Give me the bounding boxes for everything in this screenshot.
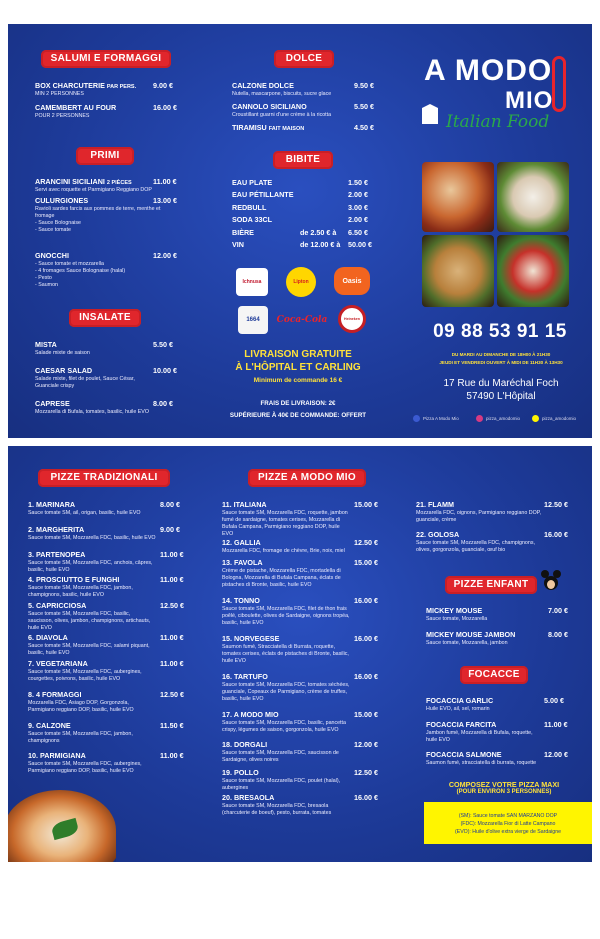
- item-description: Crème de pistache, Mozzarella FDC, mortadella di Bologna, Mozzarella di Bufala Campana, éclats de pistaches di Bronte, basilic, huile EVO: [222, 568, 341, 588]
- amodomio-item-5: [222, 634, 387, 665]
- brand-logo-coca-cola: Coca-Cola: [276, 315, 328, 325]
- bibite-item-3: [232, 203, 382, 212]
- item-price: 8.00 €: [160, 500, 180, 509]
- item-name-text: 9. CALZONE: [28, 721, 71, 730]
- dolce-item-3: [232, 123, 382, 132]
- dolce-item-1: [232, 81, 382, 98]
- logo-flag-icon: [552, 56, 566, 112]
- item-price: 7.00 €: [548, 606, 568, 615]
- item-name-text: MISTA: [35, 340, 57, 349]
- item-price: 10.00 €: [153, 366, 177, 375]
- salumi-item-2: [35, 103, 185, 120]
- item-name-text: 8. 4 FORMAGGI: [28, 690, 82, 699]
- item-description: Mozzarella FDC, fromage de chèvre, Brie, noix, miel: [222, 548, 345, 554]
- delivery-free: SUPÉRIEURE À 40€ DE COMMANDE: OFFERT: [229, 412, 367, 419]
- item-description: Sauce tomate SM, Mozzarella FDC, tomates séchées, guanciale, Copeaux de Parmigiano, crème de truffes, basilic, huile EVO: [222, 682, 350, 702]
- item-price: 11.00 €: [160, 751, 184, 760]
- item-name-text: 11. ITALIANA: [222, 500, 267, 509]
- delivery-title-2: À L'HÔPITAL ET CARLING: [235, 362, 361, 373]
- item-price-range: de 12.00 € à: [300, 240, 341, 249]
- item-price: 50.00 €: [348, 240, 372, 249]
- tradizionali-item-9: [28, 721, 193, 745]
- legend-line-2: (FDC): Mozzarella Fior di Latte Campano: [460, 821, 556, 827]
- item-name-text: 5. CAPRICCIOSA: [28, 601, 87, 610]
- item-description: Mozzarella di Bufala, tomates, basilic, huile EVO: [35, 409, 149, 415]
- bibite-item-6: [232, 240, 382, 249]
- item-price: 16.00 €: [354, 793, 378, 802]
- item-price: 5.00 €: [544, 696, 564, 705]
- item-price: 2.00 €: [348, 215, 368, 225]
- item-price: 12.50 €: [160, 601, 184, 610]
- insalate-item-2: [35, 366, 185, 390]
- item-description: Sauce tomate SM, Mozzarella FDC, basilic, saucisson, olives, jambon, champignons, artichauts, huile EVO: [28, 611, 151, 631]
- item-description: Sauce tomate SM, Mozzarella FDC, salami piquant, basilic, huile EVO: [28, 643, 150, 656]
- item-description: Sauce tomate SM, ail, origan, basilic, huile EVO: [28, 510, 141, 516]
- item-price: 11.00 €: [160, 659, 184, 668]
- item-description: Sauce tomate SM, Mozzarella FDC, champignons, olives, gorgonzola, guanciale, œuf bio: [416, 540, 535, 553]
- address-line2: 57490 L'Hôpital: [466, 391, 536, 402]
- pizza-photo-2: [497, 162, 569, 232]
- item-price: 15.00 €: [354, 710, 378, 719]
- tradizionali-item-5: [28, 601, 193, 632]
- item-price: 12.00 €: [354, 740, 378, 749]
- amodomio-item-8: [222, 740, 387, 764]
- item-name-text: SODA 33CL: [232, 215, 273, 225]
- tradizionali-item-10: [28, 751, 193, 775]
- item-price: 4.50 €: [354, 123, 374, 132]
- item-name-text: MICKEY MOUSE JAMBON: [426, 630, 516, 639]
- item-price: 11.00 €: [544, 720, 568, 729]
- item-description: Sauce tomate SM, Mozzarella FDC, filet de thon frais poêlé, ciboulette, olives de Sardaigne, oignons tropéa, basilic, huile EVO: [222, 606, 350, 626]
- bibite-item-1: [232, 178, 382, 187]
- pizza-photo-4: [497, 235, 569, 307]
- item-description: Huile EVO, ail, sel, romarin: [426, 706, 490, 712]
- item-price: 16.00 €: [544, 530, 568, 539]
- item-name-text: REDBULL: [232, 202, 267, 212]
- item-name-text: CAESAR SALAD: [35, 366, 93, 375]
- focacce-item-1: [426, 696, 586, 713]
- menu-panel-bottom: [8, 446, 592, 862]
- bibite-item-4: [232, 215, 382, 224]
- brand-logo-oasis: Oasis: [334, 267, 370, 295]
- mickey-icon: [541, 570, 561, 592]
- tradizionali-item-2: [28, 525, 193, 542]
- item-description: Jambon fumé, Mozzarella di Bufala, roquette, huile EVO: [426, 730, 533, 743]
- maxi-subtitle: (POUR ENVIRON 3 PERSONNES): [456, 789, 552, 795]
- item-description: - Sauce tomate et mozzarella - 4 fromages Sauce Bolognaise (halal) - Pesto - Saumon: [35, 261, 126, 288]
- amodomio-item-10: [222, 793, 387, 817]
- item-name-text: 22. GOLOSA: [416, 530, 460, 539]
- section-header-dolce: DOLCE: [274, 50, 334, 68]
- item-note: PAR PERS.: [106, 84, 137, 90]
- dolce-item-2: [232, 102, 382, 119]
- item-name-text: CALZONE DOLCE: [232, 81, 294, 90]
- logo-a-modo-mio: [420, 54, 585, 144]
- item-name-text: 20. BRESAOLA: [222, 793, 275, 802]
- item-description: Sauce tomate SM, Mozzarella FDC, basilic, huile EVO: [28, 535, 156, 541]
- item-name-text: ARANCINI SICILIANI: [35, 177, 105, 186]
- instagram-icon: [476, 415, 483, 422]
- item-name-text: 12. GALLIA: [222, 538, 261, 547]
- item-name-text: 7. VEGETARIANA: [28, 659, 88, 668]
- social-snapchat-label: pizza_amodomio: [542, 416, 577, 421]
- item-name-text: 16. TARTUFO: [222, 672, 268, 681]
- brand-logo-heineken: Heineken: [338, 305, 366, 333]
- pizza-photo-1: [422, 162, 494, 232]
- item-description: Croustillant guarni d'une crème à la ricotta: [232, 112, 332, 118]
- bibite-item-5: [232, 228, 382, 237]
- item-name-text: FOCACCIA FARCITA: [426, 720, 497, 729]
- item-price: 12.00 €: [544, 750, 568, 759]
- item-description: Sauce tomate SM, Mozzarella FDC, roquette, jambon fumé de sardaigne, tomates cerises, Mozzarella di Bufala Campana, Parmigiano reggiano DOP, huile EVO: [222, 510, 348, 537]
- insalate-item-3: [35, 399, 185, 416]
- tradizionali-item-3: [28, 550, 193, 574]
- item-description: Sauce tomate SM, Mozzarella FDC, aubergines, Parmigiano reggiano DOP, basilic, huile EVO: [28, 761, 142, 774]
- enfant-item-2: [426, 630, 586, 647]
- item-description: Sauce tomate SM, Mozzarella FDC, jambon, champignons, basilic, huile EVO: [28, 585, 133, 598]
- amodomio-item-9: [222, 768, 387, 792]
- section-header-enfant: PIZZE ENFANT: [445, 576, 537, 594]
- social-facebook-label: Pizza A Modo Mio: [423, 416, 459, 421]
- item-description: Servi avec roquette et Parmigiano Reggiano DOP: [35, 187, 152, 193]
- item-note: 2 PIÈCES: [106, 180, 132, 186]
- legend-line-3: (EVO): Huile d'olive extra vierge de Sardaigne: [455, 829, 561, 835]
- item-price-range: de 2.50 € à: [300, 227, 337, 237]
- address-line1: 17 Rue du Maréchal Foch: [443, 378, 559, 389]
- delivery-title-1: LIVRAISON GRATUITE: [244, 349, 352, 360]
- item-description: Sauce tomate, Mozzarella, jambon: [426, 640, 508, 646]
- item-name-text: 6. DIAVOLA: [28, 633, 68, 642]
- item-name-text: 21. FLAMM: [416, 500, 454, 509]
- item-name-text: EAU PLATE: [232, 178, 273, 187]
- item-description: Saumon fumé, Stracciatella di Burrata, roquette, tomates cerises, éclats de pistaches di Bronte, basilic, huile EVO: [222, 644, 349, 664]
- primi-item-3: [35, 251, 185, 289]
- item-description: Sauce tomate SM, Mozzarella FDC, basilic, pancetta crispy, légumes de saison, gorgonzola, huile EVO: [222, 720, 346, 733]
- item-price: 1.50 €: [348, 178, 368, 187]
- item-price: 13.00 €: [153, 196, 177, 205]
- item-price: 16.00 €: [354, 596, 378, 605]
- item-description: Mozzarella FDC, Asiago DOP, Gorgonzola, Parmigiano reggiano DOP, basilic, huile EVO: [28, 700, 134, 713]
- item-name-text: MICKEY MOUSE: [426, 606, 483, 615]
- item-name-text: CULURGIONES: [35, 196, 89, 205]
- maxi-title: COMPOSEZ VOTRE PIZZA MAXI: [448, 780, 560, 789]
- brand-logo-ichnusa: Ichnusa: [236, 268, 268, 296]
- item-description: Sauce tomate SM, Mozzarella FDC, aubergines, courgettes, poivrons, basilic, huile EVO: [28, 669, 142, 682]
- item-description: Ravioli sardes farcis aux pommes de terre, menthe et fromage - Sauce Bolognaise - Sauce tomate: [35, 206, 161, 233]
- item-description: Sauce tomate SM, Mozzarella FDC, saucisson de Sardaigne, olives noires: [222, 750, 339, 763]
- amodomio-item-1: [222, 500, 387, 538]
- item-price: 5.50 €: [354, 102, 374, 111]
- enfant-item-1: [426, 606, 586, 623]
- focacce-item-2: [426, 720, 586, 744]
- logo-text-line1: A MODO: [424, 54, 553, 87]
- item-description: MIN 2 PERSONNES: [35, 91, 84, 97]
- item-price: 6.50 €: [348, 227, 368, 237]
- item-price: 8.00 €: [153, 399, 173, 408]
- opening-hours-1: DU MARDI AU DIMANCHE DE 18H00 À 21H30: [451, 352, 551, 357]
- item-price: 8.00 €: [548, 630, 568, 639]
- snapchat-icon: [532, 415, 539, 422]
- item-price: 12.50 €: [160, 690, 184, 699]
- logo-subtitle: Italian Food: [446, 112, 550, 132]
- item-price: 12.50 €: [354, 538, 378, 547]
- brand-logo-1664: 1664: [238, 306, 268, 334]
- item-price: 9.50 €: [354, 81, 374, 90]
- section-header-primi: PRIMI: [76, 147, 134, 165]
- item-name-text: CANNOLO SICILIANO: [232, 102, 307, 111]
- item-price: 2.00 €: [348, 190, 368, 200]
- amodomio-item-3: [222, 558, 387, 589]
- amodomio-item-6: [222, 672, 387, 703]
- item-name-text: VIN: [232, 240, 244, 249]
- primi-item-2: [35, 196, 185, 234]
- item-description: Salade mixte, filet de poulet, Sauce César, Guanciale crispy: [35, 376, 135, 389]
- tradizionali-item-4: [28, 575, 193, 599]
- item-name-text: 2. MARGHERITA: [28, 525, 85, 534]
- item-description: Mozzarella FDC, oignons, Parmigiano reggiano DOP, guanciale, crème: [416, 510, 542, 523]
- item-description: Sauce tomate, Mozzarella: [426, 616, 488, 622]
- section-header-salumi: SALUMI E FORMAGGI: [41, 50, 171, 68]
- logo-building-icon: [422, 104, 438, 124]
- pizza-photo-3: [422, 235, 494, 307]
- extra-item-1: [416, 500, 581, 524]
- item-price: 9.00 €: [160, 525, 180, 534]
- section-header-bibite: BIBITE: [273, 151, 333, 169]
- item-price: 16.00 €: [354, 634, 378, 643]
- social-instagram[interactable]: [476, 415, 520, 422]
- focacce-item-3: [426, 750, 586, 767]
- bibite-item-2: [232, 190, 382, 199]
- item-name-text: CAPRESE: [35, 399, 70, 408]
- extra-item-2: [416, 530, 581, 554]
- item-name-text: BOX CHARCUTERIE: [35, 81, 105, 90]
- logo-text-line2: MIO: [505, 87, 554, 114]
- item-description: Salade mixte de saison: [35, 350, 90, 356]
- item-name-text: 3. PARTENOPEA: [28, 550, 86, 559]
- section-header-tradizionali: PIZZE TRADIZIONALI: [38, 469, 170, 487]
- tradizionali-item-7: [28, 659, 193, 683]
- item-name-text: 17. A MODO MIO: [222, 710, 279, 719]
- item-price: 11.50 €: [160, 721, 184, 730]
- item-name-text: 10. PARMIGIANA: [28, 751, 86, 760]
- item-name-text: 15. NORVEGESE: [222, 634, 280, 643]
- item-name-text: FOCACCIA GARLIC: [426, 696, 494, 705]
- facebook-icon: [413, 415, 420, 422]
- item-name-text: GNOCCHI: [35, 251, 69, 260]
- item-price: 12.50 €: [354, 768, 378, 777]
- tradizionali-item-6: [28, 633, 193, 657]
- item-price: 16.00 €: [153, 103, 177, 112]
- primi-item-1: [35, 177, 185, 194]
- item-price: 11.00 €: [160, 575, 184, 584]
- tradizionali-item-1: [28, 500, 193, 517]
- item-name-text: CAMEMBERT AU FOUR: [35, 103, 117, 112]
- brand-logo-lipton: Lipton: [286, 267, 316, 297]
- item-price: 3.00 €: [348, 202, 368, 212]
- amodomio-item-2: [222, 538, 387, 555]
- item-name-text: EAU PÉTILLANTE: [232, 190, 294, 200]
- item-price: 11.00 €: [153, 177, 177, 186]
- item-price: 5.50 €: [153, 340, 173, 349]
- social-instagram-label: pizza_amodomio: [486, 416, 521, 421]
- item-price: 16.00 €: [354, 672, 378, 681]
- amodomio-item-4: [222, 596, 387, 627]
- item-description: Sauce tomate SM, Mozzarella FDC, anchois, câpres, basilic, huile EVO: [28, 560, 153, 573]
- legend-line-1: (SM): Sauce tomate SAN MARZANO DOP: [458, 813, 558, 819]
- item-description: Nutella, mascarpone, biscuits, sucre glace: [232, 91, 332, 97]
- section-header-amodomio: PIZZE A MODO MIO: [248, 469, 366, 487]
- social-snapchat[interactable]: [532, 415, 576, 422]
- item-description: Sauce tomate SM, Mozzarella FDC, poulet (halal), aubergines: [222, 778, 341, 791]
- phone-number[interactable]: 09 88 53 91 15: [433, 321, 567, 342]
- item-price: 9.00 €: [153, 81, 173, 90]
- item-price: 12.00 €: [153, 251, 177, 260]
- item-price: 15.00 €: [354, 500, 378, 509]
- item-name-text: 14. TONNO: [222, 596, 260, 605]
- delivery-minimum: Minimum de commande 16 €: [253, 377, 343, 384]
- item-description: Sauce tomate SM, Mozzarella FDC, bresaola (charcuterie de boeuf), pesto, burrata, tomates: [222, 803, 332, 816]
- opening-hours-2: JEUDI ET VENDREDI OUVERT À MIDI DE 11H30 À 13H30: [439, 360, 563, 365]
- item-name-text: 18. DORGALI: [222, 740, 268, 749]
- item-price: 15.00 €: [354, 558, 378, 567]
- item-description: Saumon fumé, stracciatella di burrata, roquette: [426, 760, 537, 766]
- item-name-text: 19. POLLO: [222, 768, 259, 777]
- section-header-focacce: FOCACCE: [460, 666, 528, 684]
- insalate-item-1: [35, 340, 185, 357]
- item-name-text: 13. FAVOLA: [222, 558, 263, 567]
- menu-panel-top: [8, 24, 592, 438]
- ingredients-legend-box: [424, 802, 592, 844]
- item-name-text: TIRAMISU: [232, 123, 267, 132]
- item-note: FAIT MAISON: [268, 126, 305, 132]
- amodomio-item-7: [222, 710, 387, 734]
- delivery-fee: FRAIS DE LIVRAISON: 2€: [260, 400, 336, 407]
- item-name-text: FOCACCIA SALMONE: [426, 750, 502, 759]
- tradizionali-item-8: [28, 690, 193, 714]
- item-description: Sauce tomate SM, Mozzarella FDC, jambon, champignons: [28, 731, 133, 744]
- item-description: POUR 2 PERSONNES: [35, 113, 90, 119]
- item-price: 12.50 €: [544, 500, 568, 509]
- item-name-text: BIÈRE: [232, 227, 254, 237]
- item-name-text: 4. PROSCIUTTO E FUNGHI: [28, 575, 120, 584]
- item-price: 11.00 €: [160, 633, 184, 642]
- section-header-insalate: INSALATE: [69, 309, 141, 327]
- item-name-text: 1. MARINARA: [28, 500, 76, 509]
- salumi-item-1: [35, 81, 185, 98]
- social-facebook[interactable]: [413, 415, 459, 422]
- item-price: 11.00 €: [160, 550, 184, 559]
